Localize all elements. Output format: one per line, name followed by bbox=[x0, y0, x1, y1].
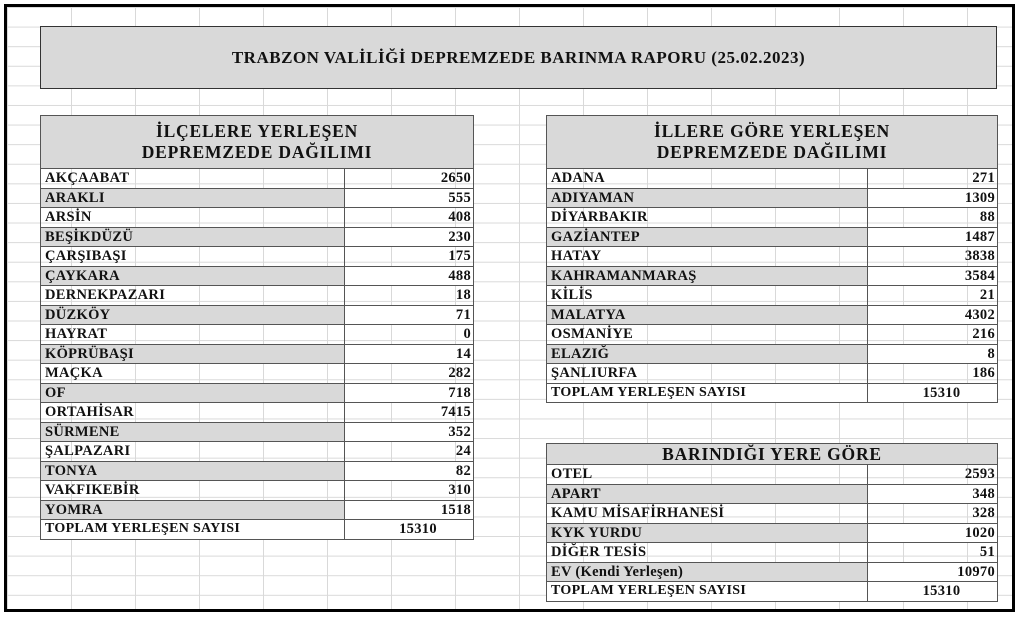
row-label: GAZİANTEP bbox=[547, 227, 868, 247]
table-row bbox=[41, 208, 474, 228]
table-row bbox=[41, 461, 474, 481]
table-row bbox=[547, 484, 998, 504]
table-row bbox=[41, 344, 474, 364]
table-row bbox=[41, 325, 474, 345]
row-value: 216 bbox=[868, 325, 998, 345]
row-value: 1518 bbox=[345, 500, 474, 520]
table-row bbox=[547, 227, 998, 247]
row-value: 2650 bbox=[345, 169, 474, 189]
table-row bbox=[547, 188, 998, 208]
table-row bbox=[41, 169, 474, 189]
districts-heading-line2: DEPREMZEDE DAĞILIMI bbox=[141, 142, 373, 162]
districts-table-header bbox=[41, 116, 474, 169]
row-label: VAKFIKEBİR bbox=[41, 481, 345, 501]
table-row bbox=[41, 364, 474, 384]
row-label: EV (Kendi Yerleşen) bbox=[547, 562, 868, 582]
total-label: TOPLAM YERLEŞEN SAYISI bbox=[547, 383, 868, 403]
table-row bbox=[547, 169, 998, 189]
table-row bbox=[547, 465, 998, 485]
row-value: 310 bbox=[345, 481, 474, 501]
total-value: 15310 bbox=[868, 582, 998, 602]
row-value: 348 bbox=[868, 484, 998, 504]
table-row bbox=[547, 247, 998, 267]
row-value: 3838 bbox=[868, 247, 998, 267]
row-value: 8 bbox=[868, 344, 998, 364]
row-value: 7415 bbox=[345, 403, 474, 423]
row-label: SÜRMENE bbox=[41, 422, 345, 442]
accommodation-heading: BARINDIĞI YERE GÖRE bbox=[547, 444, 998, 465]
table-row bbox=[41, 500, 474, 520]
row-value: 71 bbox=[345, 305, 474, 325]
row-value: 1020 bbox=[868, 523, 998, 543]
table-row bbox=[41, 286, 474, 306]
row-label: ARSİN bbox=[41, 208, 345, 228]
row-label: ÇAYKARA bbox=[41, 266, 345, 286]
provinces-table-header bbox=[547, 116, 998, 169]
row-label: HATAY bbox=[547, 247, 868, 267]
total-value: 15310 bbox=[868, 383, 998, 403]
row-value: 2593 bbox=[868, 465, 998, 485]
row-value: 230 bbox=[345, 227, 474, 247]
row-label: ADIYAMAN bbox=[547, 188, 868, 208]
row-label: ORTAHİSAR bbox=[41, 403, 345, 423]
row-label: OF bbox=[41, 383, 345, 403]
districts-table bbox=[40, 115, 474, 540]
row-label: KÖPRÜBAŞI bbox=[41, 344, 345, 364]
row-label: YOMRA bbox=[41, 500, 345, 520]
row-label: KİLİS bbox=[547, 286, 868, 306]
table-row bbox=[547, 266, 998, 286]
row-value: 282 bbox=[345, 364, 474, 384]
row-label: DİĞER TESİS bbox=[547, 543, 868, 563]
row-value: 488 bbox=[345, 266, 474, 286]
table-row bbox=[547, 523, 998, 543]
districts-heading-line1: İLÇELERE YERLEŞEN bbox=[155, 121, 359, 141]
row-label: TONYA bbox=[41, 461, 345, 481]
row-label: DERNEKPAZARI bbox=[41, 286, 345, 306]
row-value: 175 bbox=[345, 247, 474, 267]
accommodation-table-header bbox=[547, 444, 998, 465]
table-row bbox=[547, 364, 998, 384]
row-value: 10970 bbox=[868, 562, 998, 582]
table-row bbox=[547, 286, 998, 306]
table-row bbox=[547, 562, 998, 582]
row-value: 21 bbox=[868, 286, 998, 306]
table-row bbox=[547, 344, 998, 364]
row-value: 352 bbox=[345, 422, 474, 442]
row-value: 14 bbox=[345, 344, 474, 364]
total-row bbox=[547, 582, 998, 602]
total-row bbox=[547, 383, 998, 403]
row-label: KAMU MİSAFİRHANESİ bbox=[547, 504, 868, 524]
row-value: 88 bbox=[868, 208, 998, 228]
table-row bbox=[547, 325, 998, 345]
table-row bbox=[547, 543, 998, 563]
table-row bbox=[547, 208, 998, 228]
row-value: 3584 bbox=[868, 266, 998, 286]
row-label: ŞALPAZARI bbox=[41, 442, 345, 462]
row-label: MAÇKA bbox=[41, 364, 345, 384]
provinces-table bbox=[546, 115, 998, 403]
table-row bbox=[41, 266, 474, 286]
row-value: 1487 bbox=[868, 227, 998, 247]
row-value: 18 bbox=[345, 286, 474, 306]
row-label: APART bbox=[547, 484, 868, 504]
table-row bbox=[41, 247, 474, 267]
table-row bbox=[41, 305, 474, 325]
row-label: DÜZKÖY bbox=[41, 305, 345, 325]
row-value: 328 bbox=[868, 504, 998, 524]
table-row bbox=[41, 383, 474, 403]
row-value: 186 bbox=[868, 364, 998, 384]
report-title: TRABZON VALİLİĞİ DEPREMZEDE BARINMA RAPORU (25.02.2023) bbox=[40, 26, 997, 89]
provinces-heading-line1: İLLERE GÖRE YERLEŞEN bbox=[653, 121, 891, 141]
row-value: 0 bbox=[345, 325, 474, 345]
row-label: HAYRAT bbox=[41, 325, 345, 345]
row-value: 24 bbox=[345, 442, 474, 462]
row-value: 408 bbox=[345, 208, 474, 228]
provinces-heading-line2: DEPREMZEDE DAĞILIMI bbox=[656, 142, 888, 162]
row-label: OTEL bbox=[547, 465, 868, 485]
row-label: ADANA bbox=[547, 169, 868, 189]
row-label: KAHRAMANMARAŞ bbox=[547, 266, 868, 286]
row-value: 82 bbox=[345, 461, 474, 481]
total-value: 15310 bbox=[345, 520, 474, 540]
row-label: MALATYA bbox=[547, 305, 868, 325]
row-label: ELAZIĞ bbox=[547, 344, 868, 364]
row-value: 271 bbox=[868, 169, 998, 189]
total-label: TOPLAM YERLEŞEN SAYISI bbox=[41, 520, 345, 540]
row-label: KYK YURDU bbox=[547, 523, 868, 543]
table-row bbox=[41, 403, 474, 423]
row-value: 4302 bbox=[868, 305, 998, 325]
row-value: 51 bbox=[868, 543, 998, 563]
row-label: DİYARBAKIR bbox=[547, 208, 868, 228]
table-row bbox=[547, 504, 998, 524]
table-row bbox=[41, 442, 474, 462]
row-label: OSMANİYE bbox=[547, 325, 868, 345]
total-row bbox=[41, 520, 474, 540]
row-value: 718 bbox=[345, 383, 474, 403]
table-row bbox=[547, 305, 998, 325]
row-value: 555 bbox=[345, 188, 474, 208]
row-label: ŞANLIURFA bbox=[547, 364, 868, 384]
table-row bbox=[41, 481, 474, 501]
table-row bbox=[41, 188, 474, 208]
report-sheet bbox=[4, 4, 1015, 612]
row-label: AKÇAABAT bbox=[41, 169, 345, 189]
row-label: ÇARŞIBAŞI bbox=[41, 247, 345, 267]
row-value: 1309 bbox=[868, 188, 998, 208]
accommodation-table bbox=[546, 443, 998, 602]
table-row bbox=[41, 227, 474, 247]
total-label: TOPLAM YERLEŞEN SAYISI bbox=[547, 582, 868, 602]
row-label: BEŞİKDÜZÜ bbox=[41, 227, 345, 247]
table-row bbox=[41, 422, 474, 442]
row-label: ARAKLI bbox=[41, 188, 345, 208]
